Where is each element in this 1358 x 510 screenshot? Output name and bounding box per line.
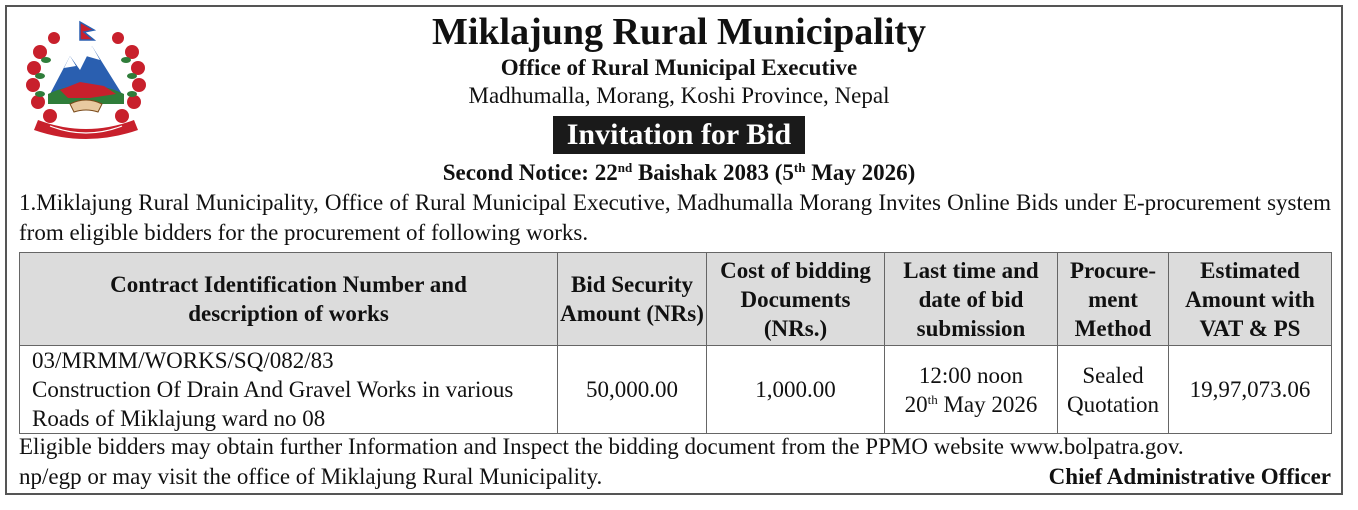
signatory: Chief Administrative Officer	[1048, 464, 1331, 489]
table-row	[20, 346, 1332, 434]
intro-paragraph: 1.Miklajung Rural Municipality, Office of Rural Municipal Executive, Madhumalla Morang Invites Online Bids under E-procurement system from eligible bidders for the procurement of following works.	[19, 190, 1331, 245]
second-notice-date: Second Notice: 22nd Baishak 2083 (5th May 2026)	[442, 160, 916, 185]
deadline-time: 12:00 noon	[918, 362, 1024, 388]
bid-table	[19, 252, 1332, 434]
municipality-title: Miklajung Rural Municipality	[431, 11, 927, 53]
contract-cell	[20, 346, 558, 434]
header-contract: Contract Identification Number and description of works	[20, 253, 558, 346]
notice-heading: Invitation for Bid	[553, 116, 806, 154]
estimated-amount-cell: 19,97,073.06	[1169, 346, 1332, 434]
footer	[19, 432, 1331, 492]
header-estimated-amount: Estimated Amount with VAT & PS	[1169, 253, 1332, 346]
contract-id: 03/MRMM/WORKS/SQ/082/83	[32, 348, 334, 373]
office-name: Office of Rural Municipal Executive	[500, 55, 858, 80]
office-address: Madhumalla, Morang, Koshi Province, Nepal	[468, 83, 890, 108]
deadline-cell	[885, 346, 1058, 434]
table-header-row	[20, 253, 1332, 346]
deadline-date: 20th May 2026	[904, 391, 1038, 417]
header-deadline: Last time and date of bid submission	[885, 253, 1058, 346]
header-bid-security: Bid Security Amount (NRs)	[558, 253, 707, 346]
bid-security-cell: 50,000.00	[558, 346, 707, 434]
header-method: Procure-ment Method	[1058, 253, 1169, 346]
method-cell: Sealed Quotation	[1058, 346, 1169, 434]
contract-description: Construction Of Drain And Gravel Works in various Roads of Miklajung ward no 08	[32, 377, 514, 431]
footer-line-2	[19, 462, 1331, 492]
footer-info-line-1: Eligible bidders may obtain further Information and Inspect the bidding document from the PPMO website www.bolpatra.gov.	[19, 434, 1184, 459]
header-document-cost: Cost of bidding Documents (NRs.)	[707, 253, 885, 346]
notice-heading-banner	[0, 116, 1358, 154]
document-cost-cell: 1,000.00	[707, 346, 885, 434]
footer-info-line-2: np/egp or may visit the office of Miklajung Rural Municipality.	[19, 464, 603, 489]
